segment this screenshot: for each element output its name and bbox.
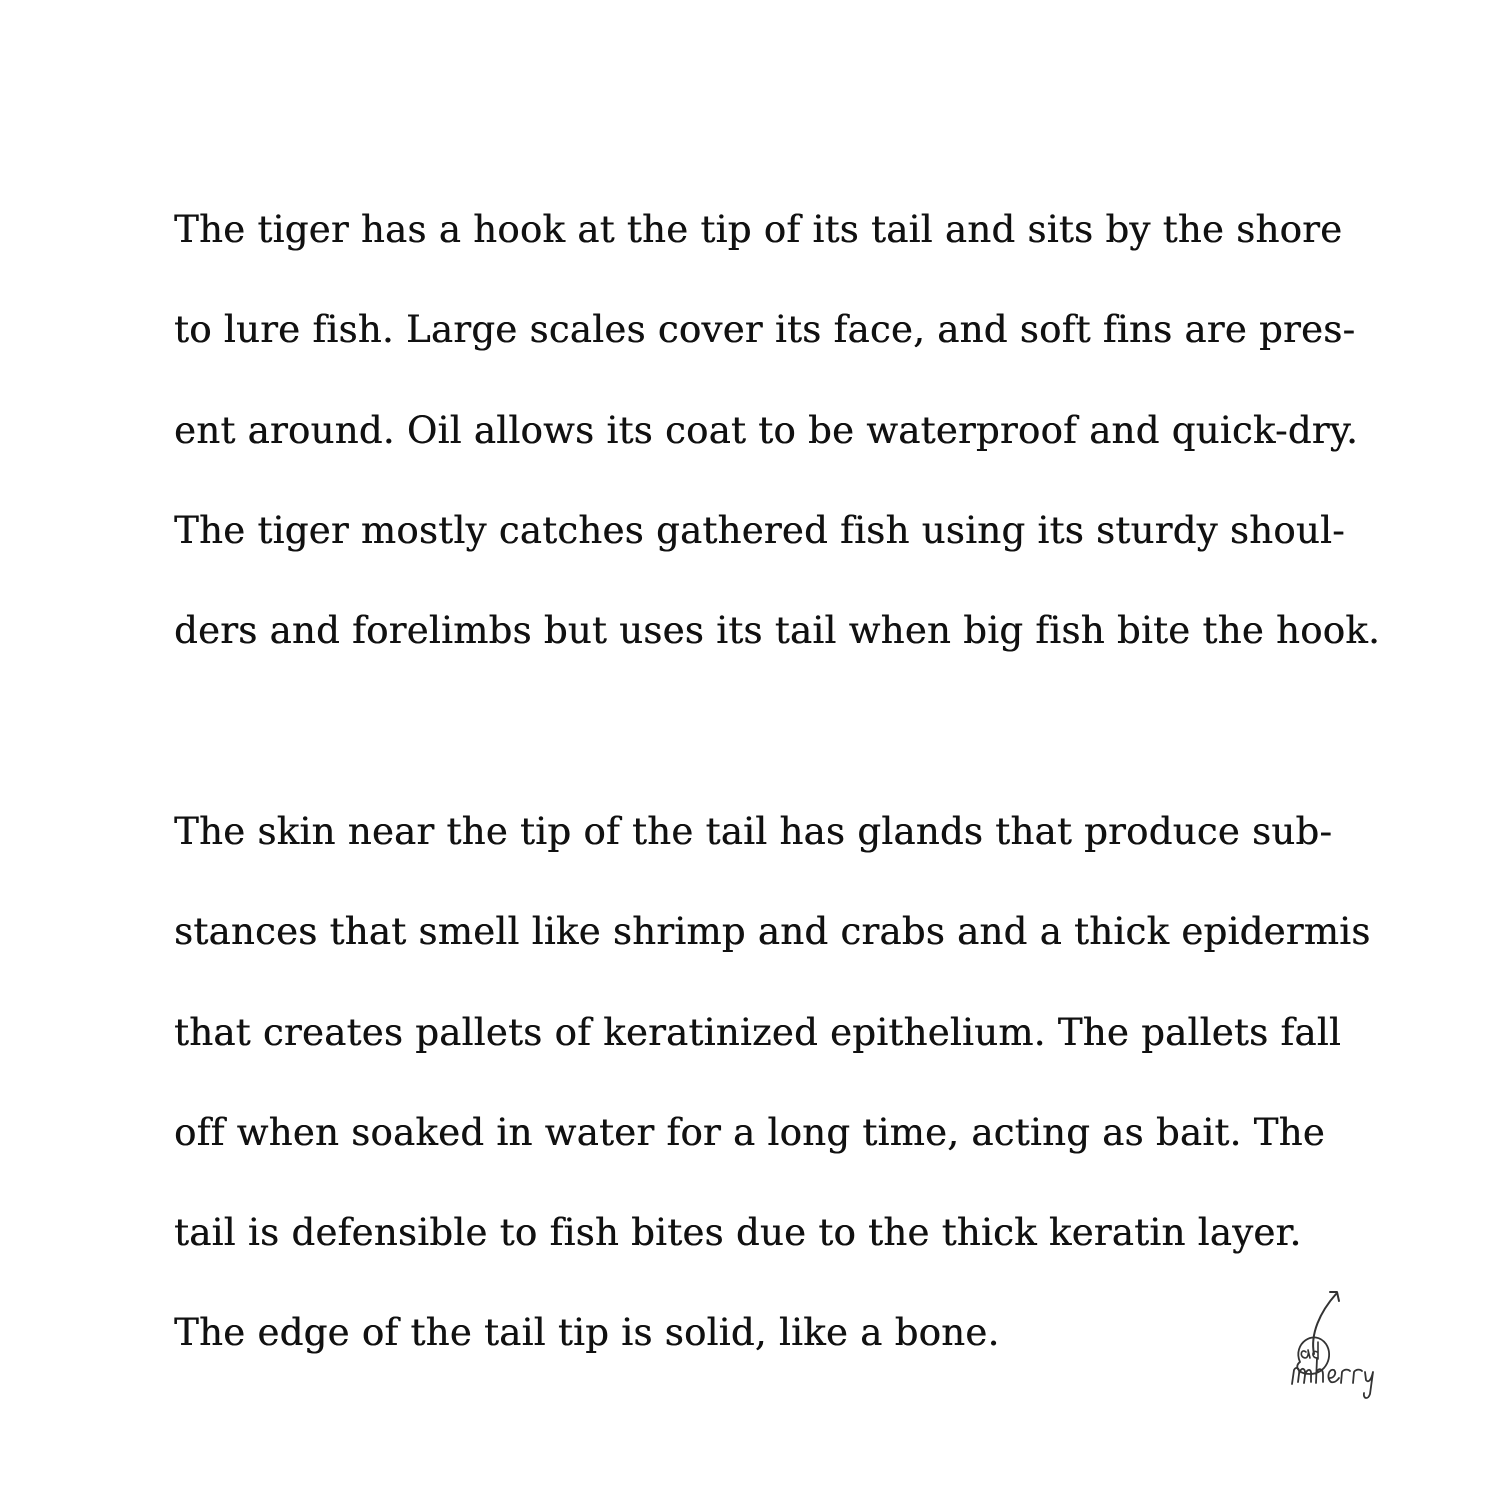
text-line: ders and forelimbs but uses its tail when big fish bite the hook. bbox=[174, 609, 1381, 652]
text-line: The tiger mostly catches gathered fish using its sturdy shoul- bbox=[174, 509, 1345, 552]
signature-hook-stroke bbox=[1313, 1294, 1336, 1354]
text-line: that creates pallets of keratinized epithelium. The pallets fall bbox=[174, 1011, 1342, 1054]
text-line: ent around. Oil allows its coat to be waterproof and quick-dry. bbox=[174, 409, 1359, 452]
text-line: tail is defensible to fish bites due to the thick keratin layer. bbox=[174, 1211, 1302, 1254]
signature-word-mherry bbox=[1292, 1358, 1373, 1398]
text-line: stances that smell like shrimp and crabs and a thick epidermis bbox=[174, 910, 1371, 953]
text-line: to lure fish. Large scales cover its face, and soft fins are pres- bbox=[174, 308, 1356, 351]
text-line: The edge of the tail tip is solid, like a bone. bbox=[174, 1311, 1000, 1354]
text-line: The skin near the tip of the tail has glands that produce sub- bbox=[174, 810, 1333, 853]
text-line: off when soaked in water for a long time, acting as bait. The bbox=[174, 1111, 1325, 1154]
signature-mark bbox=[1270, 1282, 1410, 1412]
signature-letter-a bbox=[1301, 1350, 1310, 1358]
text-line: The tiger has a hook at the tip of its tail and sits by the shore bbox=[174, 208, 1343, 251]
